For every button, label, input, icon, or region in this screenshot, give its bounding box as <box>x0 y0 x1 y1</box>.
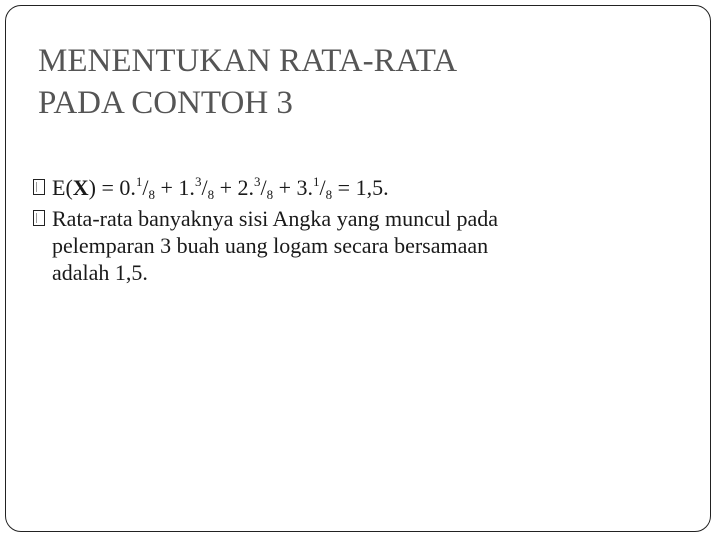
fraction-denominator: 8 <box>266 187 274 202</box>
conclusion-line-2: pelemparan 3 buah uang logam secara bersamaan <box>52 233 489 258</box>
title-line-2: PADA CONTOH 3 <box>38 85 293 121</box>
bullet-box-icon <box>33 210 45 226</box>
fraction-denominator: 8 <box>207 187 215 202</box>
formula-term: + 2. <box>214 175 254 200</box>
fraction-numerator: 3 <box>194 174 202 189</box>
formula-prefix: E( <box>52 175 73 200</box>
fraction-numerator: 1 <box>135 174 143 189</box>
bullet-box-icon <box>33 179 45 195</box>
fraction-denominator: 8 <box>148 187 156 202</box>
formula: $E(X) = 0.^1/_8 + 1.^3/_8 + 2.^3/_8 + 3.^1/_8 = 1,5$. <box>52 174 389 202</box>
title-line-1: MENENTUKAN RATA-RATA <box>38 43 458 79</box>
formula-result: = 1,5. <box>332 175 389 200</box>
slide-body <box>32 174 682 290</box>
fraction-numerator: 3 <box>253 174 261 189</box>
formula-variable: X <box>72 175 89 200</box>
bullet-conclusion <box>32 205 682 286</box>
bullet-expectation <box>32 174 682 201</box>
fraction-denominator: 8 <box>325 187 333 202</box>
formula-term: + 3. <box>273 175 314 200</box>
formula-eq: ) = 0. <box>88 175 136 200</box>
fraction-numerator: 1 <box>313 174 320 189</box>
conclusion-line-1: Rata-rata banyaknya sisi Angka yang muncul pada <box>52 206 498 231</box>
formula-term: + 1. <box>155 175 195 200</box>
slide-title <box>38 40 678 124</box>
conclusion-line-3: adalah 1,5. <box>52 260 148 285</box>
